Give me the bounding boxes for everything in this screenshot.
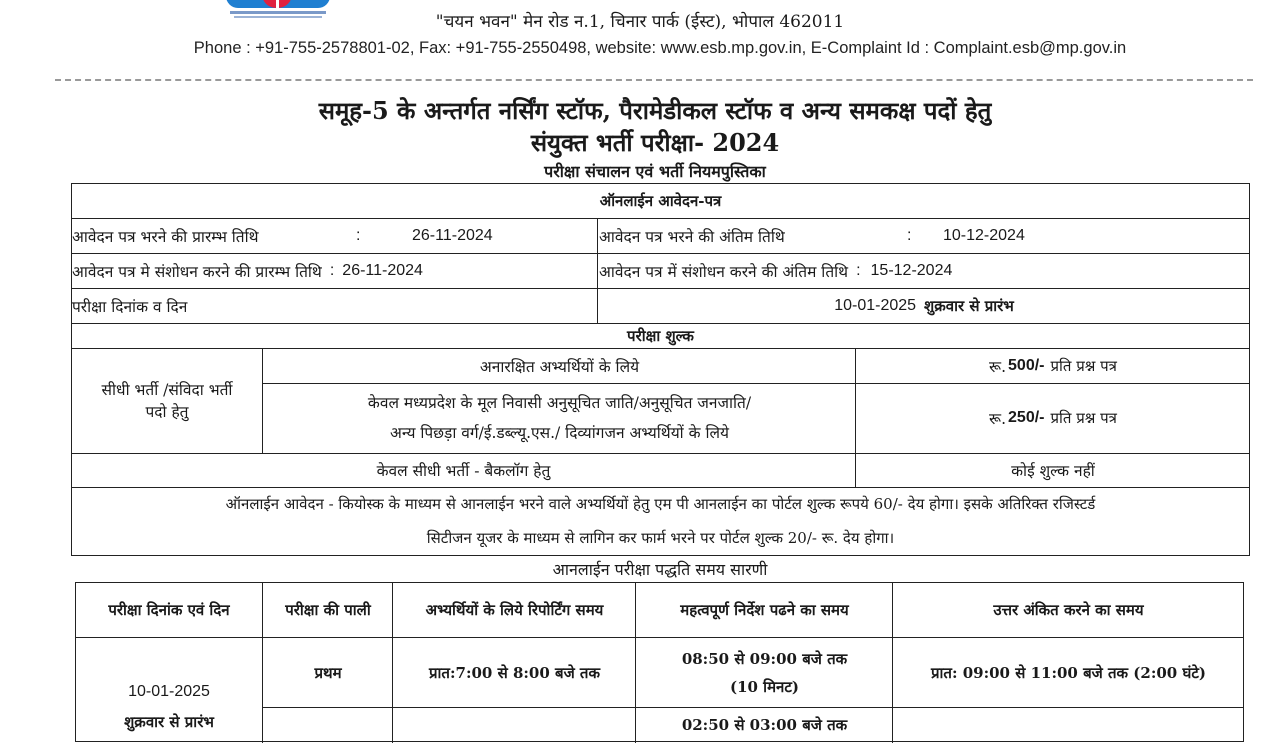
correction-start-label: आवेदन पत्र मे संशोधन करने की प्रारम्भ तिथि <box>72 262 322 281</box>
reporting-time-first: प्रात:7:00 से 8:00 बजे तक <box>429 664 600 682</box>
column-header-answering: उत्तर अंकित करने का समय <box>993 601 1144 619</box>
fee-category: सीधी भर्ती /संविदा भर्ती पदो हेतु <box>101 380 233 421</box>
fee-general-label: अनारक्षित अभ्यर्थियों के लिये <box>479 357 640 376</box>
exam-date-value: 10-01-2025 <box>834 296 917 314</box>
header-divider <box>55 79 1253 81</box>
correction-end-row: आवेदन पत्र में संशोधन करने की अंतिम तिथि : 15-12-2024 <box>599 261 953 281</box>
application-end-row: आवेदन पत्र भरने की अंतिम तिथि : 10-12-2024 <box>599 226 1025 246</box>
fee-general-amount: 500/- <box>1008 356 1045 374</box>
correction-end-date: 15-12-2024 <box>870 261 953 279</box>
correction-start-date: 26-11-2024 <box>342 261 423 279</box>
document-title: समूह-5 के अन्तर्गत नर्सिंग स्टॉफ, पैरामेडीकल स्टॉफ व अन्य समकक्ष पदों हेतु <box>318 96 992 125</box>
instruction-time-second: 02:50 से 03:00 बजे तक <box>681 716 848 734</box>
exam-date-label: परीक्षा दिनांक व दिन <box>72 297 188 316</box>
fee-backlog-label: केवल सीधी भर्ती - बैकलॉग हेतु <box>376 462 551 480</box>
schedule-date-cell <box>76 639 262 743</box>
column-header-instructions: महत्वपूर्ण निर्देश पढने का समय <box>680 601 849 619</box>
portal-fee-note: ऑनलाईन आवेदन - कियोस्क के माध्यम से आनलाईन भरने वाले अभ्यर्थियों हेतु एम पी आनलाईन का पोर्टल शुल्क रूपये 60/- देय होगा। इसके अतिरिक्त रजिस्टर्ड सिटीजन यूजर के माध्यम से लागिन कर फार्म भरने पर पोर्टल शुल्क 20/- रू. देय होगा। <box>225 495 1096 547</box>
correction-start-row: आवेदन पत्र मे संशोधन करने की प्रारम्भ तिथि : 26-11-2024 <box>72 261 423 281</box>
application-start-row: आवेदन पत्र भरने की प्रारम्भ तिथि : 26-11-2024 <box>72 226 493 246</box>
fee-reserved-amount: 250/- <box>1008 409 1045 426</box>
column-header-date: परीक्षा दिनांक एवं दिन <box>108 601 230 619</box>
document-subtitle: संयुक्त भर्ती परीक्षा- 2024 <box>530 128 780 157</box>
application-end-label: आवेदन पत्र भरने की अंतिम तिथि <box>599 227 785 246</box>
fee-general-value: रू. 500/- प्रति प्रश्न पत्र <box>989 356 1117 376</box>
office-address: "चयन भवन" मेन रोड न.1, चिनार पार्क (ईस्ट), भोपाल 462011 <box>435 12 845 32</box>
answering-time-first: प्रात: 09:00 से 11:00 बजे तक (2:00 घंटे) <box>930 664 1206 682</box>
application-heading: ऑनलाईन आवेदन-पत्र <box>599 192 722 210</box>
shift-first: प्रथम <box>314 664 342 682</box>
column-header-shift: परीक्षा की पाली <box>285 601 371 619</box>
schedule-date: 10-01-2025 <box>128 683 210 700</box>
schedule-caption: आनलाईन परीक्षा पद्धति समय सारणी <box>552 560 768 579</box>
application-start-date: 26-11-2024 <box>412 226 493 244</box>
document-section-title: परीक्षा संचालन एवं भर्ती नियमपुस्तिका <box>544 162 766 181</box>
instruction-time-first: 08:50 से 09:00 बजे तक (10 मिनट) <box>681 650 848 696</box>
column-header-reporting: अभ्यर्थियों के लिये रिपोर्टिंग समय <box>425 601 604 619</box>
fee-reserved-label: केवल मध्यप्रदेश के मूल निवासी अनुसूचित जाति/अनुसूचित जनजाति/ अन्य पिछड़ा वर्ग/ई.डब्ल्यू.एस./ दिव्यांगजन अभ्यर्थियों के लिये <box>367 394 752 442</box>
application-fee-table <box>71 183 1250 556</box>
contact-details: Phone : +91-755-2578801-02, Fax: +91-755-2550498, website: www.esb.mp.gov.in, E-Complaint Id : Complaint.esb@mp.gov.in <box>193 39 1127 57</box>
exam-date-suffix: शुक्रवार से प्रारंभ <box>924 296 1014 315</box>
fee-heading: परीक्षा शुल्क <box>627 326 694 345</box>
application-start-label: आवेदन पत्र भरने की प्रारम्भ तिथि <box>72 227 259 246</box>
exam-date-cell <box>599 288 1249 323</box>
exam-schedule-table <box>75 582 1244 742</box>
fee-backlog-value: कोई शुल्क नहीं <box>1011 462 1095 480</box>
correction-end-label: आवेदन पत्र में संशोधन करने की अंतिम तिथि <box>599 262 849 281</box>
application-end-date: 10-12-2024 <box>943 226 1025 244</box>
fee-reserved-value: रू. 250/- प्रति प्रश्न पत्र <box>989 409 1117 428</box>
schedule-date-suffix: शुक्रवार से प्रारंभ <box>124 713 214 731</box>
